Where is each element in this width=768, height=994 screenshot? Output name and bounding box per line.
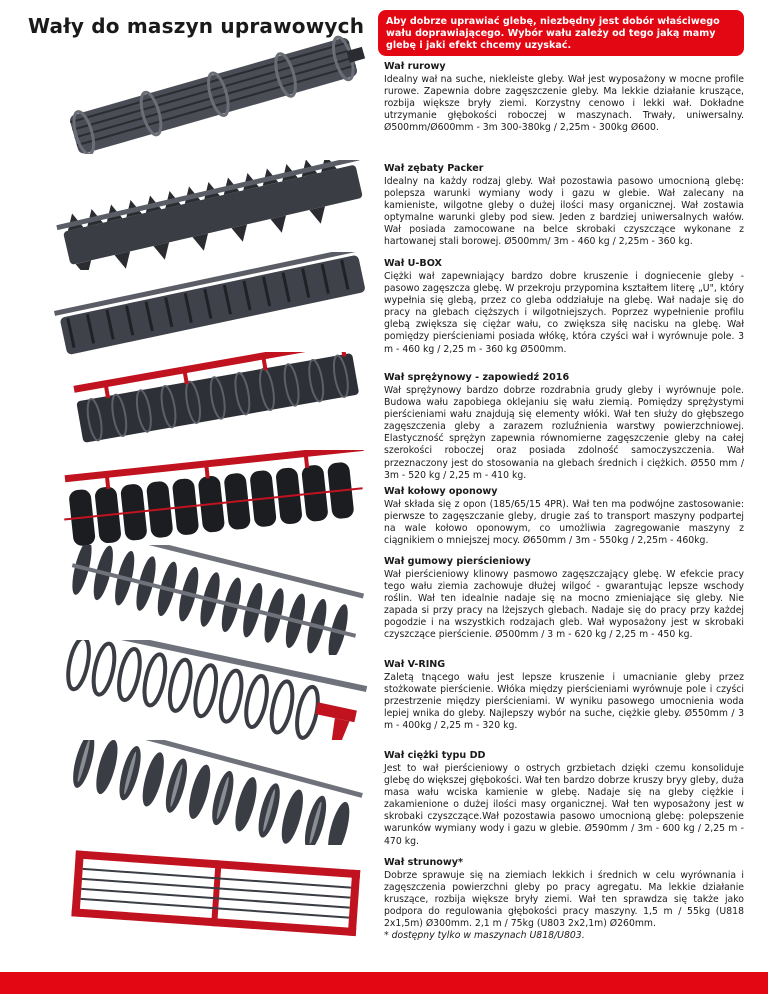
product-title: Wał U-BOX [384,258,442,269]
vring-roller-illustration [48,640,376,740]
product-title: Wał kołowy oponowy [384,486,498,497]
dd-roller-description [384,750,744,848]
footer-bar [0,972,768,994]
vring-roller-description [384,659,744,732]
product-text: Zaletą tnącego wału jest lepsze kruszenie i umacnianie gleby przez stożkowate pierścienie. Włóka między pierścieniami wyrównuje pole i czyści przestrzenie między pierścieniami. W wyniku pasowego umocnienia woda lepiej wnika do gleby. Najlepszy wybór na suche, ciężkie gleby. Ø550mm / 3 m - 400kg / 2,25 m - 320 kg. [384,672,744,732]
spring-roller-description [384,372,744,482]
product-text: Idealny wał na suche, niekleiste gleby. Wał jest wyposażony w mocne profile rurowe. Zapewnia dobre zagęszczenie gleby. Ma lekkie działanie kruszące, rozbija większe bryły ziemi. Korzystny cenowo i lekki wał. Dokładne utrzymanie głębokości roboczej w maszynach. Trwały, uniwersalny. Ø500mm/Ø600mm - 3m 300-380kg / 2,25m - 300kg Ø600. [384,74,744,134]
product-title: Wał rurowy [384,61,446,72]
tyre-roller-description [384,486,744,547]
string-roller-illustration [48,848,376,948]
product-text: Dobrze sprawuje się na ziemiach lekkich i średnich w celu wyrównania i zagęszczenia powierzchni gleby po pracy agregatu. Ma lekkie działanie kruszące, rozbija większe bryły ziemi. Wał ten sprawdza się także jako podpora do regulowania głębokości pracy maszyny. 1,5 m / 55kg (U818 2x1,5m) Ø300mm. 2,1 m / 75kg (U803 2x2,1m) Ø260mm. [384,870,744,930]
ubox-roller-illustration [48,252,376,357]
intro-callout: Aby dobrze uprawiać glebę, niezbędny jest dobór właściwego wału doprawiającego. Wybór wału zależy od tego jaką mamy glebę i jaki efekt chcemy uzyskać. [378,10,744,56]
string-roller-description [384,857,744,943]
page-title: Wały do maszyn uprawowych [28,14,365,38]
tyre-roller-illustration [48,450,376,550]
tube-roller-description [384,61,744,134]
ubox-roller-description [384,258,744,356]
spring-roller-illustration [48,352,376,447]
product-text: Wał składa się z opon (185/65/15 4PR). Wał ten ma podwójne zastosowanie: pierwsze to zagęszczanie gleby, drugie zaś to transport maszyny podpartej na wale kołowo oponowym, co umożliwia zagregowanie maszyny z ciągnikiem o mniejszej mocy. Ø650mm / 3m - 550kg / 2,25m - 460kg. [384,499,744,547]
product-text: Jest to wał pierścieniowy o ostrych grzbietach dzięki czemu konsoliduje glebę do większej głębokości. Wał ten bardzo dobrze kruszy bryy gleby, duża masa wału wciska kamienie w glebę. Nadaje się na gleby ciężkie i zakamienione o dużej ilości masy organicznej. Wał ten wyposażony jest w skrobaki czyszczące.Wał pozostawia pasowo umocnioną glebę: polepszenie warunków wymiany wody i gazu w glebie. Ø590mm / 3m - 600 kg / 2,25 m - 470 kg. [384,763,744,847]
rubber-ring-roller-description [384,556,744,642]
product-title: Wał V-RING [384,659,446,670]
product-text: Wał pierścieniowy klinowy pasmowo zagęszczający glebę. W efekcie pracy tego wału ziemia zachowuje dłużej wilgoć - gwarantując lepsze wschody roślin. Wał ten idealnie nadaje się na mocno zmieniające się gleby. Nie zapada si przy pracy na lżejszych glebach. Nadaje się do pracy przy każdej pogodzie i na wszystkich rodzajach gleb. Wał wyposażony jest w skrobaki czyszczące pierścienie. Ø500mm / 3 m - 620 kg / 2,25 m - 450 kg. [384,569,744,641]
product-title: Wał ciężki typu DD [384,750,486,761]
product-text: Wał sprężynowy bardzo dobrze rozdrabnia grudy gleby i wyrównuje pole. Budowa wału zapobiega oklejaniu się wału ziemią. Pomiędzy sprężystymi pierścieniami wału znajdują się elementy włóki. Wał ten służy do głębszego zagęszczenia gleby a zarazem rozluźnienia warstwy powierzchniowej. Elastyczność sprężyn zapewnia równomierne zagęszczenie gleby na całej szerokości roboczej oraz posiada zdolność samoczyszczenia. Wał przeznaczony jest do stosowania na glebach średnich i ciężkich. Ø550 mm / 3m - 520 kg / 2,25 m - 410 kg. [384,385,744,481]
tube-roller-illustration [48,34,376,154]
product-title: Wał sprężynowy - zapowiedź 2016 [384,372,570,383]
product-text: Idealny na każdy rodzaj gleby. Wał pozostawia pasowo umocnioną glebę: polepsza warunki wymiany wody i gazu w glebie. Wał zalecany na kamieniste, wilgotne gleby o dużej ilości masy organicznej. Wał zostawia optymalne warunki gleby pod siew. Jeden z bardziej uniwersalnych wałów. Wał posiada zamocowane na belce skrobaki czyszczące wykonane z hartowanej stali borowej. Ø500mm/ 3m - 460 kg / 2,25m - 360 kg. [384,176,744,248]
product-title: Wał strunowy* [384,857,464,868]
dd-roller-illustration [48,740,376,845]
product-text: Ciężki wał zapewniający bardzo dobre kruszenie i dogniecenie gleby - pasowo zagęszcza glebę. W przekroju przypomina kształtem literę „U", który wypełnia się glebą, przez co gleba oddziałuje na glebę. Wał nadaje się do pracy na glebach cięższych i wilgotniejszych. Poprzez wypełnienie profilu glebą zwiększa się ciężar wału, co zwiększa siłę nacisku na glebę. Wał pomiędzy pierścieniami posiada włókę, która czyści wał i wyrównuje pole. 3 m - 460 kg / 2,25 m - 360 kg Ø500mm. [384,271,744,355]
product-title: Wał zębaty Packer [384,163,484,174]
product-title: Wał gumowy pierścieniowy [384,556,531,567]
availability-note: * dostępny tylko w maszynach U818/U803. [384,930,585,942]
packer-roller-description [384,163,744,249]
rubber-ring-roller-illustration [48,545,376,655]
